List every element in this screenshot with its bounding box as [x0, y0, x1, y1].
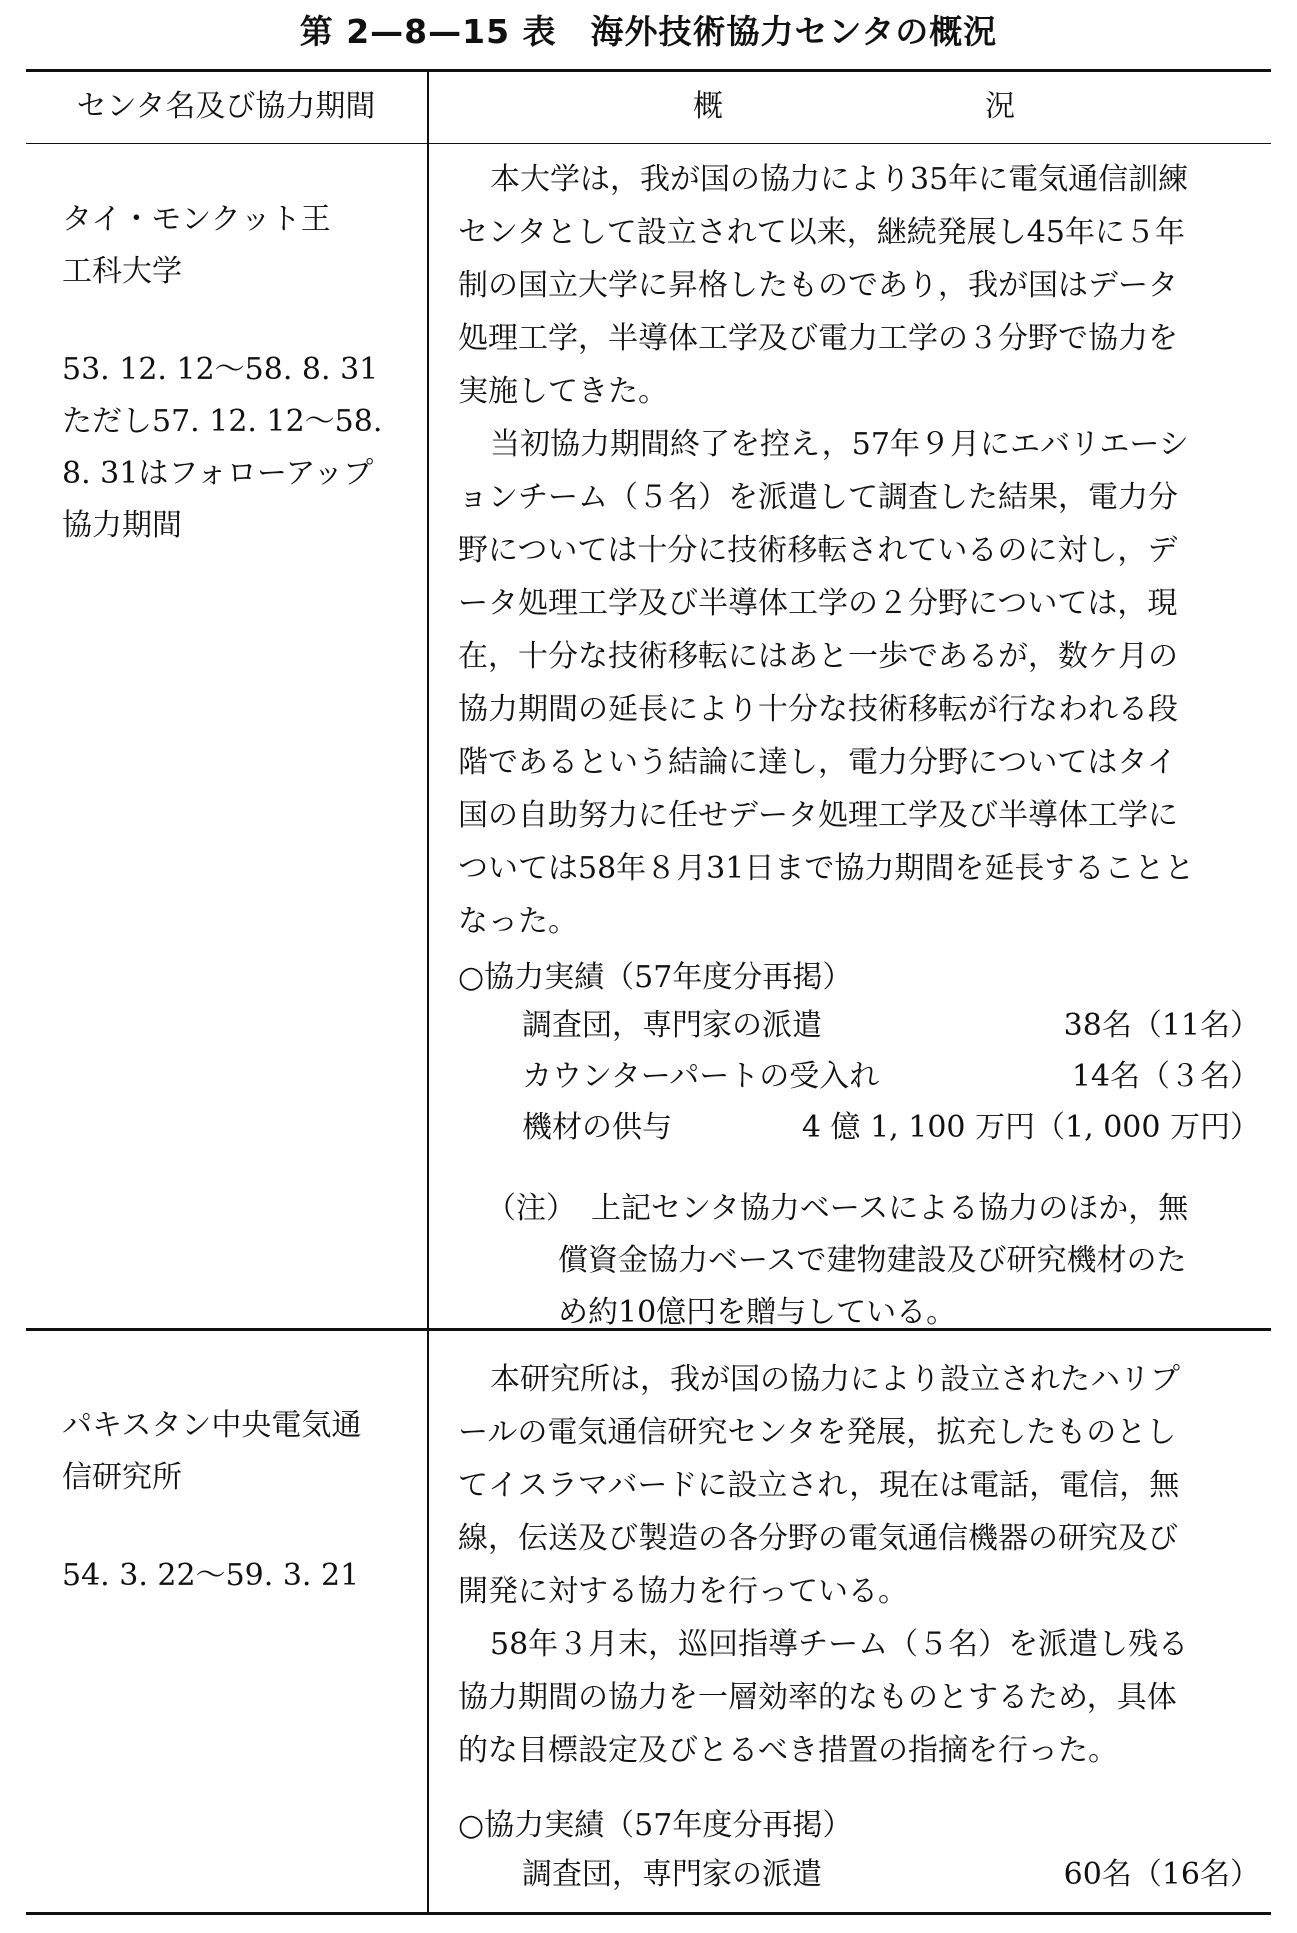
text-line: 本研究所は，我が国の協力により設立されたハリプ [490, 1362, 1180, 1397]
row1-center-info [62, 194, 422, 552]
text-line: 58年３月末，巡回指導チーム（５名）を派遣し残る [490, 1627, 1189, 1662]
text-line: ョンチーム（５名）を派遣して調査した結果，電力分 [458, 480, 1178, 515]
text-line: 在，十分な技術移転にはあと一歩であるが，数ケ月の [458, 639, 1178, 674]
text-line: 実施してきた。 [458, 374, 668, 409]
result-label: 調査団，専門家の派遣 [522, 1008, 822, 1043]
results-header: ○協力実績（57年度分再掲） [458, 960, 853, 995]
result-label: 機材の供与 [522, 1110, 672, 1145]
text-line: ついては58年８月31日まで協力期間を延長することと [458, 851, 1195, 886]
results-header: ○協力実績（57年度分再掲） [458, 1808, 853, 1843]
bottom-rule [26, 1912, 1271, 1915]
note-block [486, 1183, 1266, 1339]
center-name-line: 信研究所 [62, 1460, 182, 1495]
center-name-line: 工科大学 [62, 254, 182, 289]
text-line: 当初協力期間終了を控え，57年９月にエバリエーシ [490, 427, 1189, 462]
note-line: （注） 上記センタ協力ベースによる協力のほか，無 [486, 1191, 1189, 1226]
period-line: 協力期間 [62, 508, 182, 543]
text-line: 制の国立大学に昇格したものであり，我が国はデータ [458, 268, 1178, 303]
text-line: 的な目標設定及びとるべき措置の指摘を行った。 [458, 1733, 1118, 1768]
text-line: ータ処理工学及び半導体工学の２分野については，現 [458, 586, 1178, 621]
text-line: 協力期間の延長により十分な技術移転が行なわれる段 [458, 692, 1178, 727]
period-line: 53. 12. 12〜58. 8. 31 [62, 352, 379, 387]
note-line: 償資金協力ベースで建物建設及び研究機材のた [558, 1243, 1187, 1278]
text-line: 国の自助努力に任せデータ処理工学及び半導体工学に [458, 798, 1178, 833]
row2-center-info [62, 1400, 422, 1602]
center-name-line: パキスタン中央電気通 [62, 1408, 362, 1443]
result-label: カウンターパートの受入れ [522, 1059, 880, 1094]
header-rule [26, 143, 1271, 144]
header-overview-b: 況 [985, 89, 1015, 124]
result-value: 4 億 1, 100 万円（1, 000 万円） [801, 1110, 1260, 1145]
text-line: 線，伝送及び製造の各分野の電気通信機器の研究及び [458, 1521, 1178, 1556]
result-value: 14名（３名） [1071, 1059, 1260, 1094]
result-label: 調査団，専門家の派遣 [522, 1857, 822, 1892]
period-line: 8. 31はフォローアップ [62, 456, 374, 491]
result-value: 38名（11名） [1063, 1008, 1260, 1043]
period-line: ただし57. 12. 12〜58. [62, 404, 383, 439]
period-line: 54. 3. 22〜59. 3. 21 [62, 1558, 360, 1593]
header-overview-a: 概 [693, 89, 723, 124]
note-line: め約10億円を贈与している。 [558, 1295, 957, 1330]
text-line: 処理工学，半導体工学及び電力工学の３分野で協力を [458, 321, 1178, 356]
text-line: てイスラマバードに設立され，現在は電話，電信，無 [458, 1468, 1180, 1503]
header-overview [430, 72, 1270, 142]
text-line: 協力期間の協力を一層効率的なものとするため，具体 [458, 1680, 1177, 1715]
column-divider [427, 69, 429, 1914]
row2-paragraphs [458, 1353, 1258, 1777]
text-line: 野については十分に技術移転されているのに対し，デ [458, 533, 1178, 568]
text-line: ールの電気通信研究センタを発展，拡充したものとし [458, 1415, 1177, 1450]
header-center-name: センタ名及び協力期間 [76, 89, 376, 124]
text-line: センタとして設立されて以来，継続発展し45年に５年 [458, 215, 1185, 250]
table-title: 第 2—8—15 表 海外技術協力センタの概況 [299, 12, 998, 51]
center-name-line: タイ・モンクット王 [62, 202, 331, 237]
text-line: 階であるという結論に達し，電力分野についてはタイ [458, 745, 1177, 780]
result-value: 60名（16名） [1063, 1857, 1260, 1892]
text-line: 開発に対する協力を行っている。 [458, 1574, 908, 1609]
text-line: なった。 [458, 904, 578, 939]
text-line: 本大学は，我が国の協力により35年に電気通信訓練 [490, 162, 1189, 197]
row1-paragraph-1 [458, 153, 1258, 948]
